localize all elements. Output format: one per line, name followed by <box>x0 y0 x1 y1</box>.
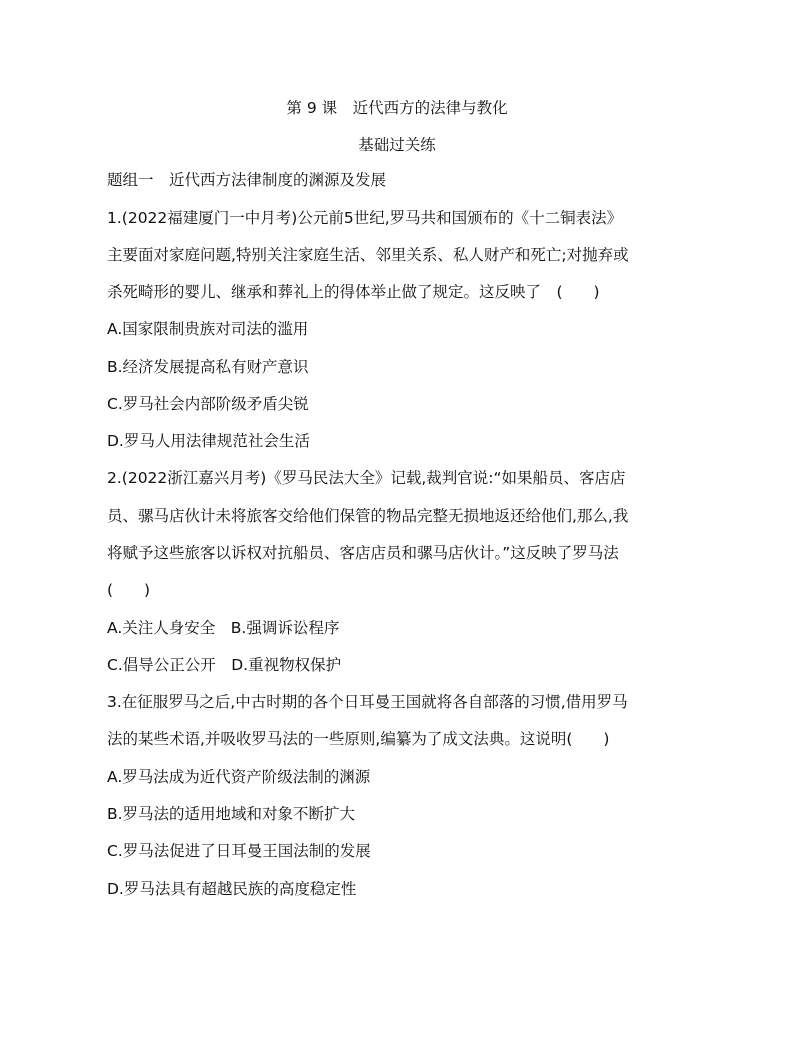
section-title: 基础过关练 <box>358 136 436 154</box>
question-3-option-d: D.罗马法具有超越民族的高度稳定性 <box>107 880 357 898</box>
question-1-option-d: D.罗马人用法律规范社会生活 <box>107 432 310 450</box>
question-1-line-2: 主要面对家庭问题,特别关注家庭生活、邻里关系、私人财产和死亡;对抛弃或 <box>107 246 629 264</box>
question-3-option-a: A.罗马法成为近代资产阶级法制的渊源 <box>107 768 371 786</box>
question-3-option-c: C.罗马法促进了日耳曼王国法制的发展 <box>107 842 371 860</box>
lesson-title: 第 9 课 近代西方的法律与教化 <box>286 99 508 117</box>
question-1-line-1: 1.(2022福建厦门一中月考)公元前5世纪,罗马共和国颁布的《十二铜表法》 <box>107 209 623 227</box>
question-2-line-2: 员、骡马店伙计未将旅客交给他们保管的物品完整无损地返还给他们,那么,我 <box>107 507 629 525</box>
question-1-option-a: A.国家限制贵族对司法的滥用 <box>107 320 309 338</box>
question-2-options-ab: A.关注人身安全 B.强调诉讼程序 <box>107 619 340 637</box>
question-3-option-b: B.罗马法的适用地域和对象不断扩大 <box>107 805 356 823</box>
group-title: 题组一 近代西方法律制度的渊源及发展 <box>107 171 387 189</box>
question-3-line-2: 法的某些术语,并吸收罗马法的一些原则,编纂为了成文法典。这说明( ) <box>107 730 610 748</box>
question-2-answer-bracket: ( ) <box>107 581 151 599</box>
question-2-line-1: 2.(2022浙江嘉兴月考)《罗马民法大全》记载,裁判官说:“如果船员、客店店 <box>107 469 626 487</box>
question-1-option-b: B.经济发展提高私有财产意识 <box>107 358 309 376</box>
question-1-option-c: C.罗马社会内部阶级矛盾尖锐 <box>107 395 309 413</box>
question-2-options-cd: C.倡导公正公开 D.重视物权保护 <box>107 656 342 674</box>
question-2-line-3: 将赋予这些旅客以诉权对抗船员、客店店员和骡马店伙计。”这反映了罗马法 <box>107 544 619 562</box>
question-1-line-3: 杀死畸形的婴儿、继承和葬礼上的得体举止做了规定。这反映了 ( ) <box>107 283 600 301</box>
question-3-line-1: 3.在征服罗马之后,中古时期的各个日耳曼王国就将各自部落的习惯,借用罗马 <box>107 693 628 711</box>
